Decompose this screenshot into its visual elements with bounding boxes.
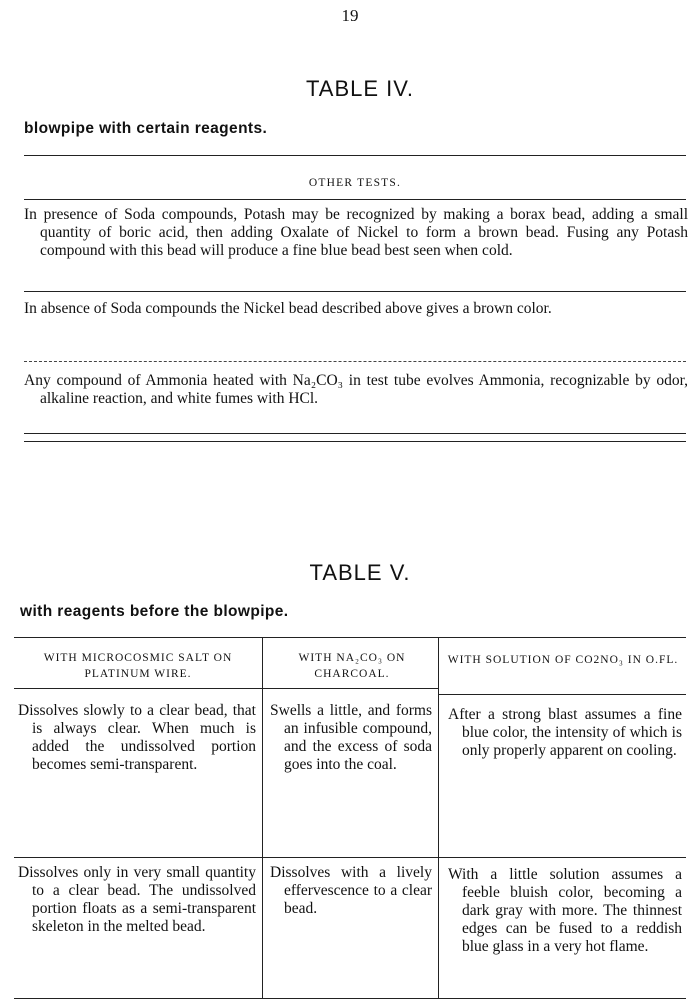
header-rule: [262, 688, 438, 689]
cell-text-cobalt-row2: With a little solution assumes a feeble bluish color, becoming a dark gray with more. The thinnest edges can be fused to a reddish blue glass in a very hot flame.: [448, 866, 682, 955]
table-iv-title: TABLE IV.: [305, 76, 415, 101]
test-divider: [24, 291, 686, 292]
header-rule: [438, 694, 686, 695]
cell-text-soda-row1: Swells a little, and forms an infusible compound, and the excess of soda goes into the coal.: [270, 702, 432, 773]
table-v-caption: with reagents before the blowpipe.: [20, 603, 289, 620]
table-iv-top-rule: [24, 155, 686, 156]
test-text-soda-potash: In presence of Soda compounds, Potash may be recognized by making a borax bead, adding a small quantity of boric acid, then adding Oxalate of Nickel to form a brown bead. Fusing any Potash compound with this bead will produce a fine blue bead best seen when cold.: [24, 206, 688, 259]
table-iv-section-heading: OTHER TESTS.: [308, 177, 402, 189]
table-cell: [448, 706, 682, 760]
column-header-microcosmic-salt: WITH MICROCOSMIC SALT ON PLATINUM WIRE.: [43, 652, 233, 680]
cell-text-microcosmic-row1: Dissolves slowly to a clear bead, that is always clear. When much is added the undissolved portion becomes semi-transparent.: [18, 702, 256, 773]
table-iv-bottom-rule: [24, 433, 686, 434]
test-entry: [24, 372, 688, 408]
table-cell: [18, 702, 256, 774]
table-iv-heading-rule: [24, 199, 686, 200]
test-divider: [24, 361, 686, 362]
test-entry: [24, 300, 688, 318]
table-cell: [448, 866, 682, 956]
table-v-title: TABLE V.: [309, 560, 411, 585]
column-divider: [262, 637, 263, 999]
header-rule: [14, 688, 262, 689]
table-iv-bottom-rule-2: [24, 441, 686, 442]
table-cell: [18, 864, 256, 936]
table-iv-caption: blowpipe with certain reagents.: [24, 120, 268, 137]
page-number: 19: [341, 6, 359, 25]
table-v-top-rule: [14, 637, 686, 638]
test-entry: [24, 206, 688, 260]
table-cell: [270, 864, 432, 918]
column-header-cobalt-nitrate: WITH SOLUTION OF CO2NO₃ IN O.FL.: [447, 654, 679, 666]
test-text-ammonia: Any compound of Ammonia heated with Na₂CO₃ in test tube evolves Ammonia, recognizable by odor, alkaline reaction, and white fumes with HCl.: [24, 372, 688, 407]
test-text-nickel-bead: In absence of Soda compounds the Nickel bead described above gives a brown color.: [24, 300, 552, 317]
column-header-sodium-carbonate: WITH NA₂CO₃ ON CHARCOAL.: [298, 652, 406, 680]
row-divider: [14, 857, 686, 858]
column-divider: [438, 637, 439, 999]
table-v-bottom-rule: [14, 998, 686, 999]
cell-text-cobalt-row1: After a strong blast assumes a fine blue color, the intensity of which is only properly apparent on cooling.: [448, 706, 682, 759]
table-cell: [270, 702, 432, 774]
cell-text-microcosmic-row2: Dissolves only in very small quantity to a clear bead. The undissolved portion floats as a semi-transparent skeleton in the melted bead.: [18, 864, 256, 935]
cell-text-soda-row2: Dissolves with a lively effervescence to a clear bead.: [270, 864, 432, 917]
